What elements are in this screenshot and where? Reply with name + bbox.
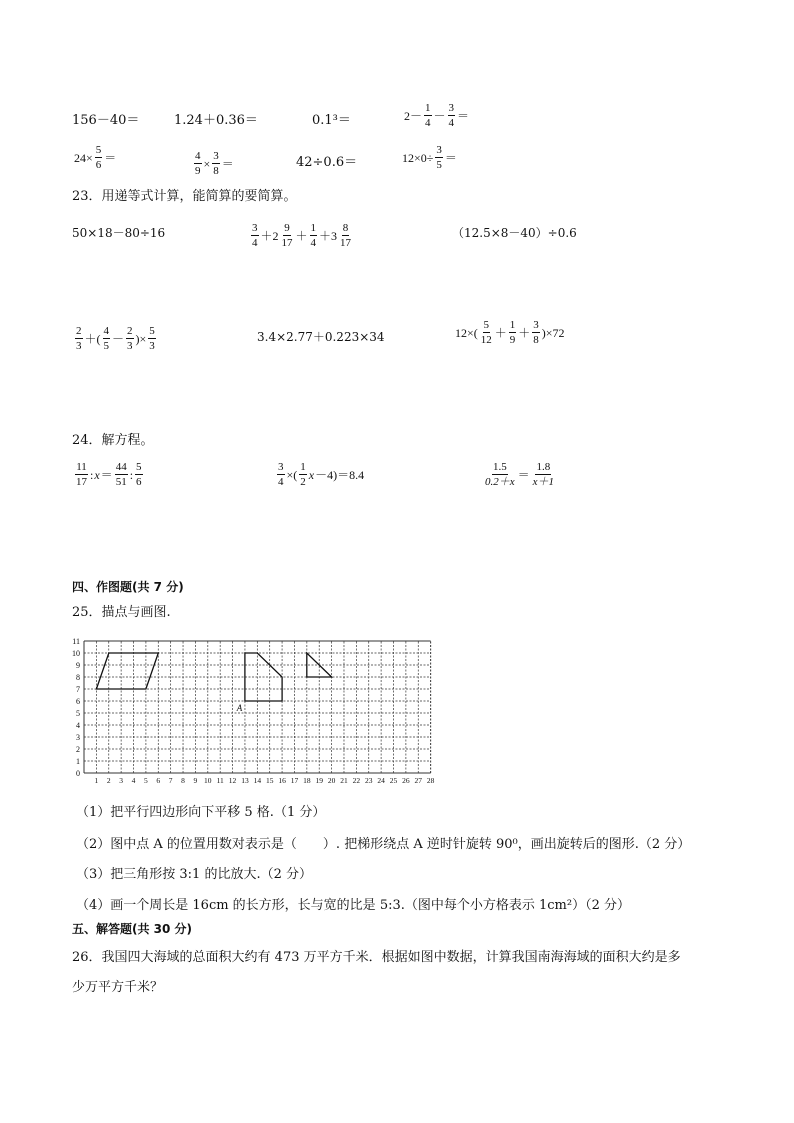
x-tick-label: 4 [131,776,136,785]
q23-expr3: （12.5×8－40）÷0.6 [452,226,577,240]
parallelogram [96,653,158,689]
section4-title: 四、作图题(共 7 分) [72,580,184,594]
x-tick-label: 15 [265,776,274,785]
y-tick-label: 5 [76,709,80,718]
x-tick-label: 16 [278,776,286,785]
q22-row1-item1: 156－40＝ [72,113,140,128]
x-tick-label: 9 [193,776,198,785]
coordinate-grid [62,629,454,789]
x-tick-label: 18 [303,776,311,785]
q23-title: 23．用递等式计算，能简算的要简算。 [72,189,297,204]
y-tick-label: 8 [76,673,80,682]
x-tick-label: 8 [181,776,185,785]
grid-lines [84,641,431,773]
y-tick-label: 10 [72,649,80,658]
x-tick-label: 28 [426,776,435,785]
x-tick-label: 17 [290,776,299,785]
x-tick-label: 14 [253,776,262,785]
q23-expr2: $\frac{3}{4}$ ＋2 $\frac{9}{17}$ ＋ $\frac{1}{4}$ ＋3 $\frac{8}{17}$ [252,222,352,249]
x-tick-label: 24 [377,776,385,785]
x-tick-label: 7 [168,776,173,785]
grid-shapes [96,653,331,713]
y-tick-label: 9 [76,661,80,670]
x-tick-label: 23 [364,776,373,785]
q25-title: 25．描点与画图. [72,605,171,620]
q25-item2: （2）图中点 A 的位置用数对表示是（ ）. 把梯形绕点 A 逆时针旋转 90⁰，画出旋转后的图形.（2 分） [76,837,691,852]
q22-row2-item1: 24× $\frac{5}{6}$ ＝ [74,144,117,171]
x-tick-label: 22 [352,776,361,785]
q23-expr5: 3.4×2.77＋0.223×34 [257,330,385,344]
q23-expr6: 12×( $\frac{5}{12}$ ＋ $\frac{1}{9}$ ＋ $\frac{3}{8}$ )×72 [455,319,565,346]
q22-row1-item3: 0.1³＝ [312,113,351,128]
x-tick-label: 2 [106,776,111,785]
x-tick-label: 6 [156,776,161,785]
q23-expr4: $\frac{2}{3}$ ＋( $\frac{4}{5}$ － $\frac{2}{3}$ )× $\frac{5}{3}$ [76,325,155,352]
x-tick-label: 21 [340,776,348,785]
y-tick-label: 11 [72,637,80,646]
q22-row2-item2: $\frac{4}{9}$ × $\frac{3}{8}$ ＝ [195,150,234,177]
q25-item4: （4）画一个周长是 16cm 的长方形，长与宽的比是 5:3.（图中每个小方格表示 1cm²）（2 分） [76,898,630,913]
q25-item1: （1）把平行四边形向下平移 5 格.（1 分） [76,805,326,820]
x-tick-label: 1 [94,776,99,785]
x-tick-label: 11 [216,776,224,785]
x-tick-label: 26 [402,776,410,785]
q24-equation1: $\frac{11}{17}$ : x ＝ $\frac{44}{51}$ : $\frac{5}{6}$ [76,461,142,488]
q24-equation3: $\frac{1.5}{0.2+x}$ ＝ $\frac{1.8}{x+1}$ [485,461,555,488]
q24-title: 24．解方程。 [72,433,154,448]
q22-row2-item4: 12×0÷ $\frac{3}{5}$ ＝ [402,144,457,171]
q26-line1: 26．我国四大海域的总面积大约有 473 万平方千米．根据如图中数据，计算我国南海海域的面积大约是多 [72,950,681,965]
y-tick-label: 2 [76,745,80,754]
y-tick-label: 7 [76,685,80,694]
x-tick-label: 19 [315,776,323,785]
q26-line2: 少万平方千米？ [72,980,164,995]
q24-equation2: $\frac{3}{4}$ ×( $\frac{1}{2}$ x －4)＝8.4 [278,461,365,488]
y-tick-label: 4 [76,721,80,730]
x-tick-label: 10 [204,776,212,785]
x-axis-labels [95,776,435,785]
x-tick-label: 25 [389,776,398,785]
x-tick-label: 3 [119,776,124,785]
q23-expr1: 50×18－80÷16 [72,226,166,240]
y-axis-labels [72,637,80,778]
x-tick-label: 27 [414,776,423,785]
x-tick-label: 13 [241,776,249,785]
q25-item3: （3）把三角形按 3:1 的比放大.（2 分） [76,867,312,882]
point-a-label: A [236,703,243,713]
section5-title: 五、解答题(共 30 分) [72,922,193,936]
q22-row1-item2: 1.24＋0.36＝ [174,113,258,128]
y-tick-label: 3 [76,733,80,742]
q22-row1-item4: 2－ $\frac{1}{4}$ － $\frac{3}{4}$ ＝ [404,102,470,129]
x-tick-label: 5 [144,776,148,785]
q22-row2-item3: 42÷0.6＝ [296,155,358,170]
y-tick-label: 1 [76,757,80,766]
y-tick-label: 6 [76,697,80,706]
x-tick-label: 20 [327,776,336,785]
x-tick-label: 12 [228,776,237,785]
y-tick-label: 0 [76,769,80,778]
